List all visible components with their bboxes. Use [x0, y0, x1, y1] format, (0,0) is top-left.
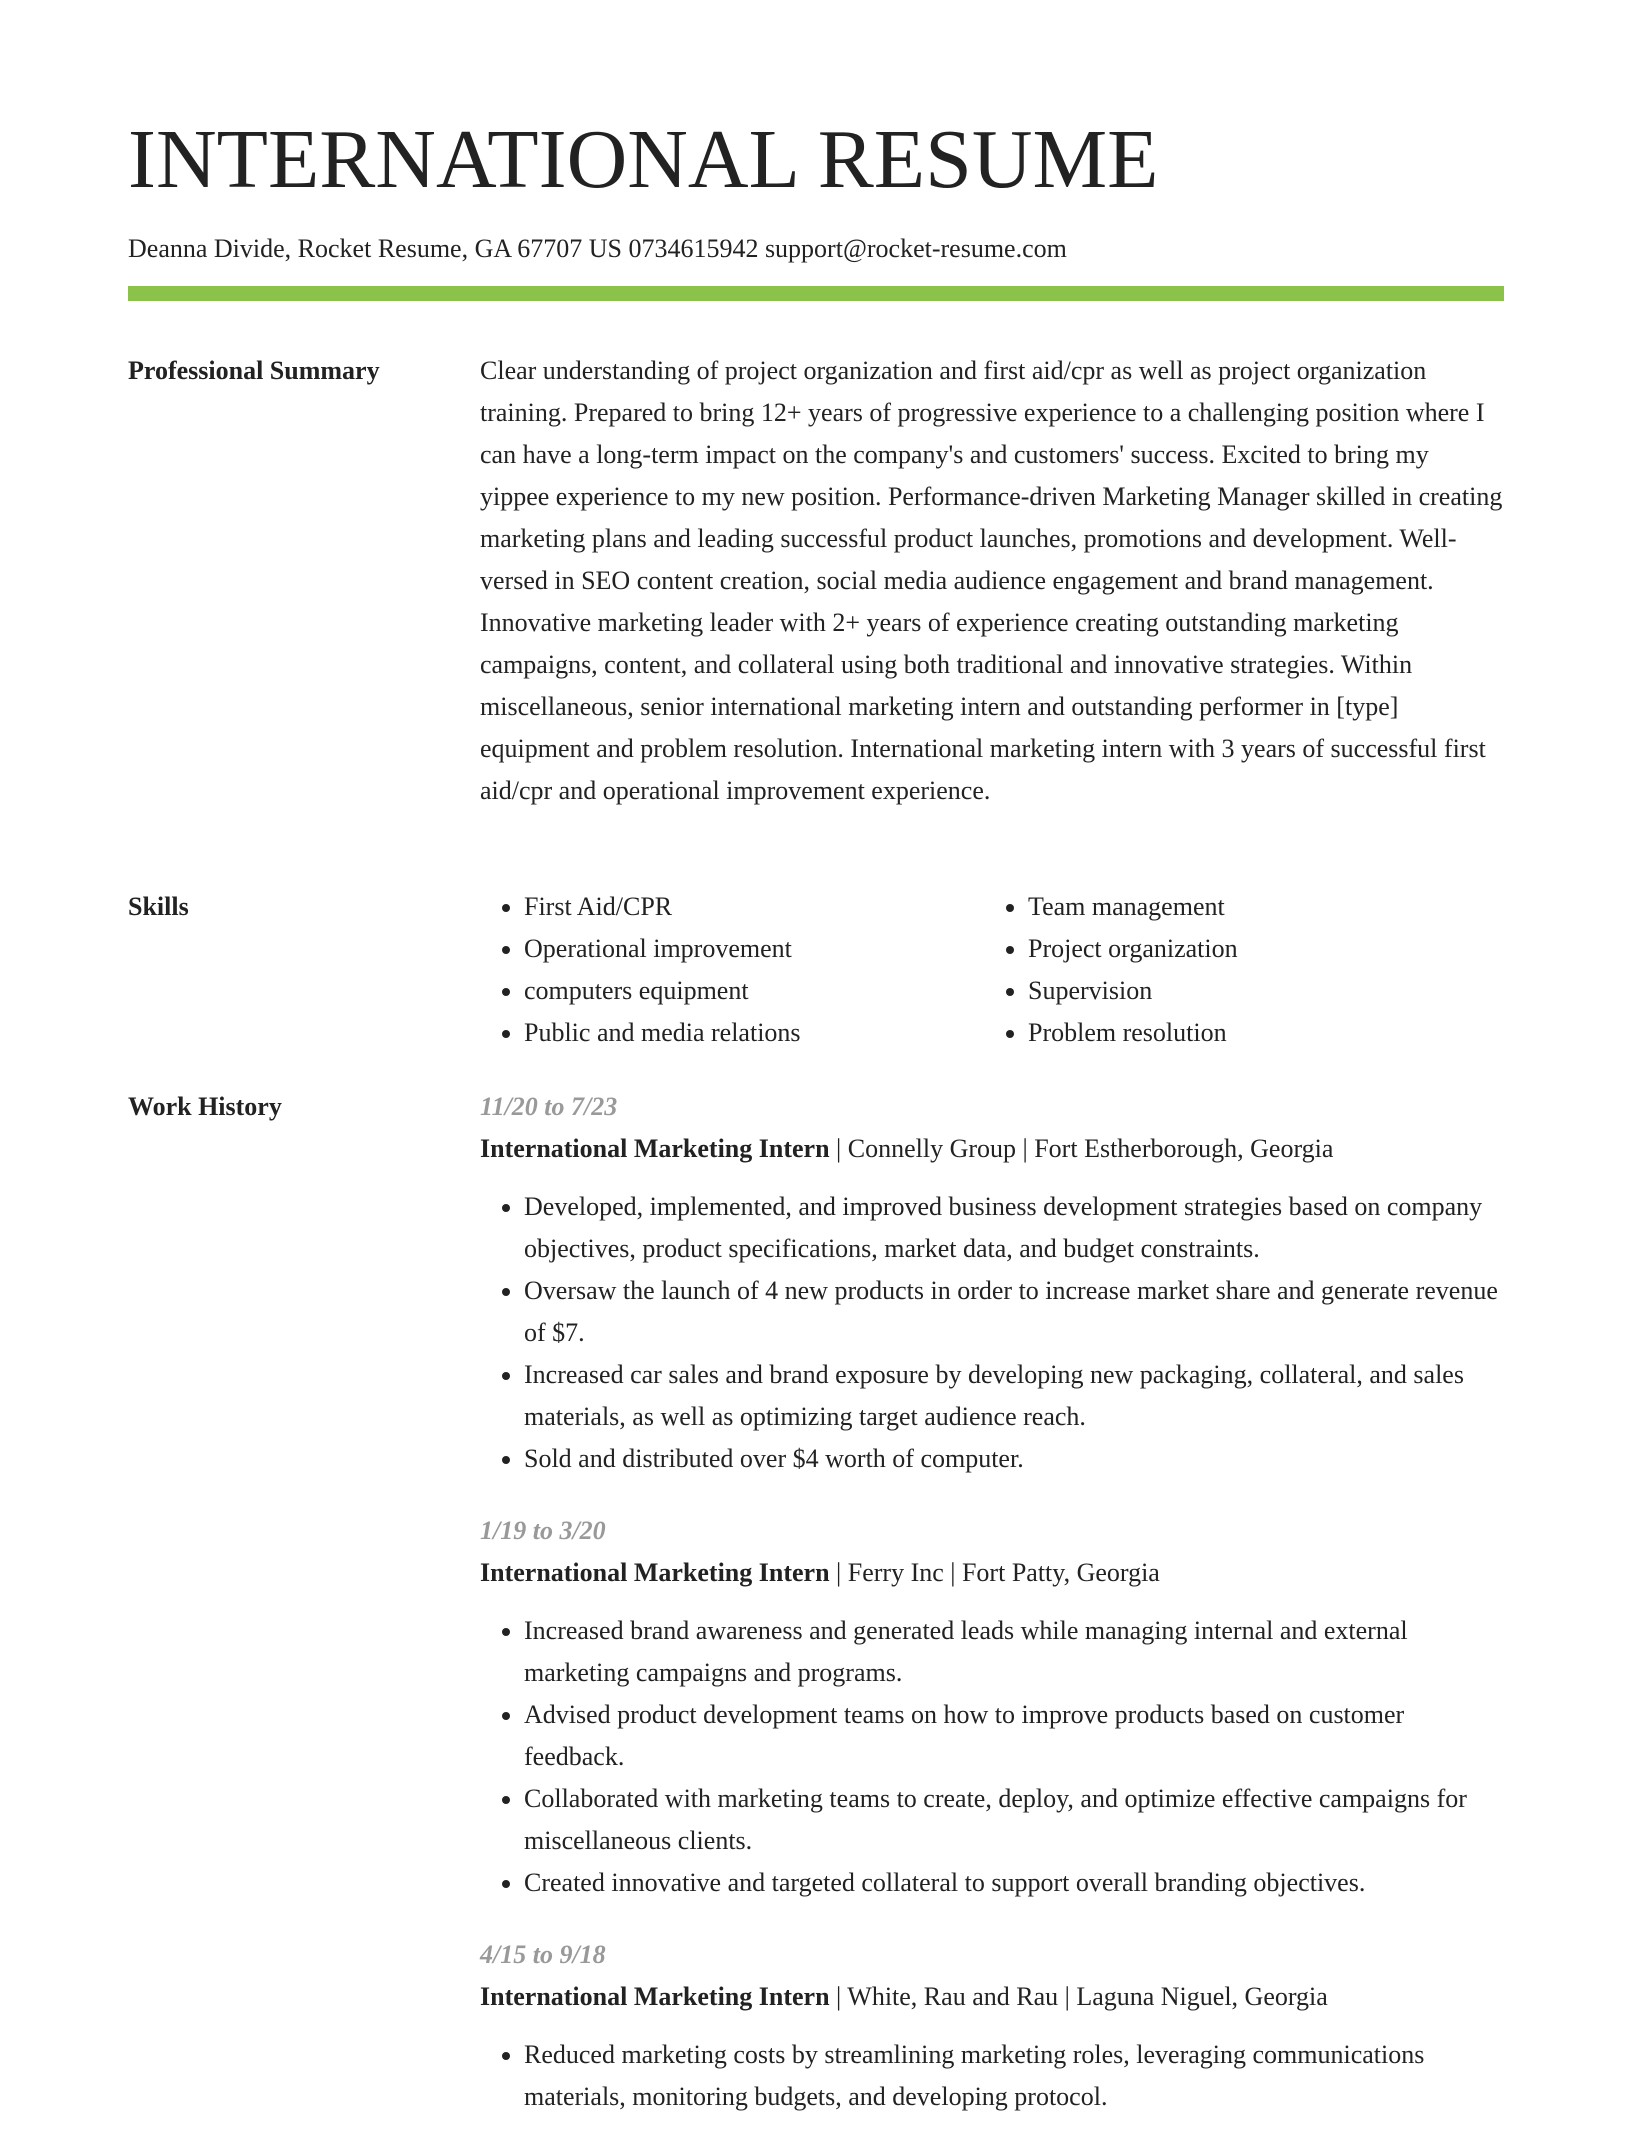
- job-bullet: • Created innovative and targeted collateral to support overall branding objectives.: [524, 1862, 1504, 1904]
- job-dates: 4/15 to 9/18: [480, 1940, 606, 1969]
- job-bullet: • Developed, implemented, and improved business development strategies based on company objectives, product specifications, market data, and budget constraints.: [524, 1186, 1504, 1270]
- skill-item: • Supervision: [1028, 970, 1488, 1012]
- skill-item: • Problem resolution: [1028, 1012, 1488, 1054]
- job-dates: 1/19 to 3/20: [480, 1516, 606, 1545]
- job-bullet: • Oversaw the launch of 4 new products in order to increase market share and generate revenue of $7.: [524, 1270, 1504, 1354]
- skills-list-left: [480, 886, 984, 1054]
- skill-item: • First Aid/CPR: [524, 886, 984, 928]
- job-bullet-list: [480, 1610, 1504, 1904]
- job-bullet: • Collaborated with marketing teams to create, deploy, and optimize effective campaigns for miscellaneous clients.: [524, 1778, 1504, 1862]
- skill-item: • computers equipment: [524, 970, 984, 1012]
- job-title: International Marketing Intern: [480, 1558, 830, 1587]
- job-bullet: • Advised product development teams on how to improve products based on customer feedback.: [524, 1694, 1504, 1778]
- job-details: | Ferry Inc | Fort Patty, Georgia: [829, 1558, 1160, 1587]
- contact-name: Deanna Divide,: [128, 234, 292, 263]
- summary-text: Clear understanding of project organization and first aid/cpr as well as project organization training. Prepared to bring 12+ years of progressive experience to a challenging position where I can have a long-term impact on the company's and customers' success. Excited to bring my yippee experience to my new position. Performance-driven Marketing Manager skilled in creating marketing plans and leading successful product launches, promotions and development. Well-versed in SEO content creation, social media audience engagement and brand management. Innovative marketing leader with 2+ years of experience creating outstanding marketing campaigns, content, and collateral using both traditional and innovative strategies. Within miscellaneous, senior international marketing intern and outstanding performer in [type] equipment and problem resolution. International marketing intern with 3 years of successful first aid/cpr and operational improvement experience.: [480, 356, 1503, 805]
- job-bullet: • Reduced marketing costs by streamlining marketing roles, leveraging communications materials, monitoring budgets, and developing protocol.: [524, 2034, 1504, 2118]
- job-bullet: • Increased car sales and brand exposure by developing new packaging, collateral, and sales materials, as well as optimizing target audience reach.: [524, 1354, 1504, 1438]
- skill-item: • Project organization: [1028, 928, 1488, 970]
- job-heading: [480, 1128, 1504, 1170]
- job-details: | Connelly Group | Fort Estherborough, Georgia: [829, 1134, 1334, 1163]
- job-title: International Marketing Intern: [480, 1134, 830, 1163]
- contact-email[interactable]: support@rocket-resume.com: [764, 234, 1067, 263]
- accent-divider: [128, 286, 1504, 301]
- skills-body: [480, 886, 1504, 1054]
- skills-columns: [480, 886, 1504, 1054]
- skill-item: • Team management: [1028, 886, 1488, 928]
- summary-body: [480, 350, 1504, 812]
- work-history-heading: Work History: [128, 1092, 282, 1121]
- job-title: International Marketing Intern: [480, 1982, 830, 2011]
- job-heading: [480, 1552, 1504, 1594]
- job-heading: [480, 1976, 1504, 2018]
- resume-title: INTERNATIONAL RESUME: [128, 113, 1159, 206]
- job-entry: [480, 1510, 1504, 1904]
- skill-item: • Public and media relations: [524, 1012, 984, 1054]
- work-history-body: [480, 1086, 1504, 2148]
- job-bullet: • Sold and distributed over $4 worth of computer.: [524, 1438, 1504, 1480]
- skills-list-right: [984, 886, 1488, 1054]
- job-bullet-list: [480, 1186, 1504, 1480]
- job-entry: [480, 1934, 1504, 2118]
- skill-item: • Operational improvement: [524, 928, 984, 970]
- skills-heading: Skills: [128, 892, 189, 921]
- job-entry: [480, 1086, 1504, 1480]
- job-bullet-list: [480, 2034, 1504, 2118]
- job-details: | White, Rau and Rau | Laguna Niguel, Georgia: [829, 1982, 1328, 2011]
- summary-heading: Professional Summary: [128, 356, 380, 385]
- job-bullet: • Increased brand awareness and generated leads while managing internal and external marketing campaigns and programs.: [524, 1610, 1504, 1694]
- contact-address: Rocket Resume, GA 67707 US: [297, 234, 622, 263]
- job-dates: 11/20 to 7/23: [480, 1092, 618, 1121]
- contact-line: [128, 232, 1067, 266]
- contact-phone: 0734615942: [628, 234, 759, 263]
